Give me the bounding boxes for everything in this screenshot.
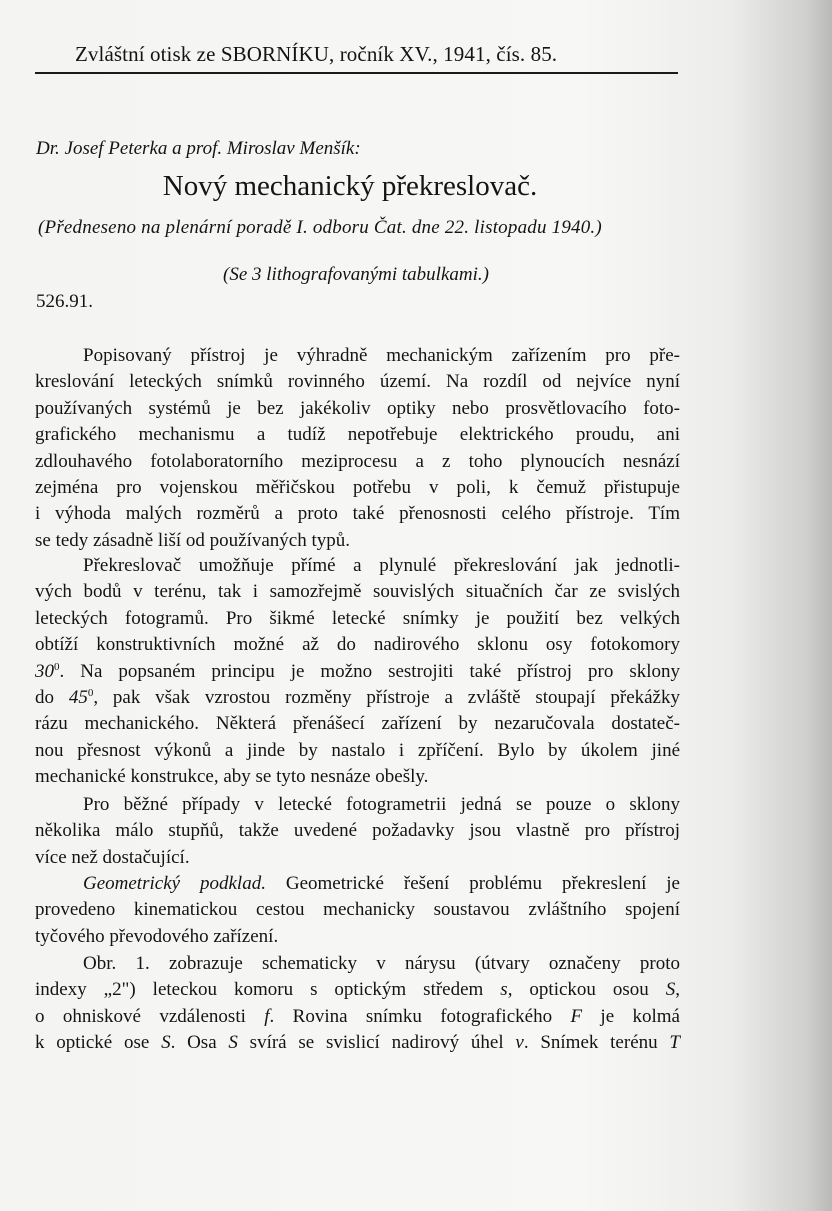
text-span: grafického mechanismu a tudíž nepotřebuje elektrického proudu, ani: [35, 424, 680, 446]
text-span: . Osa: [170, 1032, 229, 1054]
text-line: [35, 977, 680, 1003]
text-line: [35, 501, 680, 527]
text-span: , pak však vzrostou rozměny přístroje a zvláště stoupají překážky: [93, 687, 680, 708]
text-line: [83, 343, 680, 369]
header-rule: [35, 72, 678, 74]
text-span: . Snímek terénu: [523, 1032, 670, 1054]
text-span: obtíží konstruktivních možné až do nadirového sklonu osy fotokomory: [35, 634, 680, 656]
text-span: kreslování leteckých snímků rovinného území. Na rozdíl od nejvíce nyní: [35, 371, 680, 393]
italic-text: s: [500, 979, 508, 1001]
lecture-note: (Předneseno na plenární poradě I. odboru Čat. dne 22. listopadu 1940.): [38, 217, 602, 238]
text-span: zejména pro vojenskou měřičskou potřebu v poli, k čemuž přistupuje: [35, 477, 680, 498]
running-header: Zvláštní otisk ze SBORNÍKU, ročník XV., 1941, čís. 85.: [75, 42, 558, 66]
text-line: [35, 396, 680, 422]
text-span: svírá se svislicí nadirový úhel: [237, 1032, 516, 1054]
text-span: tyčového převodového zařízení.: [35, 925, 279, 947]
text-span: Obr. 1. zobrazuje schematicky v nárysu (útvary označeny proto: [83, 953, 680, 974]
text-span: se tedy zásadně liší od používaných typů.: [35, 529, 351, 551]
plates-note: (Se 3 lithografovanými tabulkami.): [223, 264, 489, 285]
text-span: nou přesnost výkonů a jinde by nastalo i zpříčení. Bylo by úkolem jiné: [35, 739, 680, 761]
degree-superscript: 0: [87, 687, 94, 699]
text-line: [35, 606, 680, 632]
text-line: [83, 553, 680, 579]
text-span: Popisovaný přístroj je výhradně mechanickým zařízením pro pře-: [83, 345, 680, 366]
text-span: indexy „2") leteckou komoru s optickým středem: [35, 979, 501, 1001]
text-span: , optickou osou: [507, 979, 666, 1001]
text-span: vých bodů v terénu, tak i samozřejmě souvislých situačních čar ze svislých: [35, 581, 680, 603]
italic-text: Geometrický podklad.: [83, 873, 266, 894]
text-span: leteckých fotogramů. Pro šikmé letecké snímky je použití bez velkých: [35, 607, 680, 629]
text-line: [35, 659, 680, 685]
italic-text: F: [570, 1005, 583, 1027]
text-span: mechanické konstrukce, aby se tyto nesnáze obešly.: [35, 766, 429, 788]
text-span: zdlouhavého fotolaboratorního meziprocesu a z toho plynoucích nesnází: [35, 450, 680, 472]
italic-text: 30: [35, 660, 54, 682]
udc-number: 526.91.: [36, 291, 93, 312]
italic-text: S: [228, 1032, 238, 1054]
italic-text: 45: [68, 687, 88, 708]
article-title: Nový mechanický překreslovač.: [162, 170, 538, 202]
text-span: o ohniskové vzdálenosti: [35, 1005, 265, 1027]
text-span: více než dostačující.: [35, 846, 190, 868]
text-span: k optické ose: [35, 1032, 162, 1054]
text-line: [35, 579, 680, 605]
text-span: provedeno kinematickou cestou mechanicky soustavou zvláštního spojení: [35, 899, 680, 921]
text-line: [35, 924, 680, 950]
text-line: [35, 632, 680, 658]
text-line: [35, 422, 680, 448]
italic-text: T: [669, 1032, 680, 1054]
text-line: [35, 711, 680, 737]
italic-text: S: [665, 979, 676, 1001]
text-line: [35, 738, 680, 764]
text-span: do: [35, 687, 69, 708]
text-line: [35, 475, 680, 501]
text-span: Pro běžné případy v letecké fotogrametrii jedná se pouze o sklony: [83, 794, 680, 815]
text-line: [35, 685, 680, 711]
authors: Dr. Josef Peterka a prof. Miroslav Menšík:: [36, 138, 361, 159]
text-line: [35, 449, 680, 475]
text-line: [83, 871, 680, 897]
text-line: [35, 818, 680, 844]
text-line: [35, 764, 680, 790]
text-span: rázu mechanického. Některá přenášecí zařízení by nezaručovala dostateč-: [35, 713, 680, 735]
text-line: [35, 845, 680, 871]
text-line: [83, 951, 680, 977]
text-span: . Na popsaném principu je možno sestrojiti také přístroj pro sklony: [59, 660, 680, 682]
text-span: používaných systémů je bez jakékoliv optiky nebo prosvětlovacího foto-: [35, 397, 680, 419]
text-span: Geometrické řešení problému překreslení je: [265, 873, 680, 894]
degree-superscript: 0: [54, 660, 60, 673]
text-span: Překreslovač umožňuje přímé a plynulé překreslování jak jednotli-: [83, 555, 680, 576]
text-span: několika málo stupňů, takže uvedené požadavky jsou vlastně pro přístroj: [35, 820, 680, 842]
text-span: i výhoda malých rozměrů a proto také přenosnosti celého přístroje. Tím: [35, 503, 680, 525]
text-line: [83, 792, 680, 818]
text-line: [35, 897, 680, 923]
text-span: ,: [675, 979, 680, 1001]
italic-text: S: [161, 1032, 171, 1054]
text-line: [35, 1030, 680, 1056]
italic-text: f: [264, 1005, 270, 1027]
text-span: . Rovina snímku fotografického: [269, 1005, 571, 1027]
text-line: [35, 1004, 680, 1030]
text-line: [35, 369, 680, 395]
text-span: je kolmá: [582, 1005, 680, 1027]
text-line: [35, 528, 680, 554]
italic-text: ν: [515, 1032, 524, 1054]
